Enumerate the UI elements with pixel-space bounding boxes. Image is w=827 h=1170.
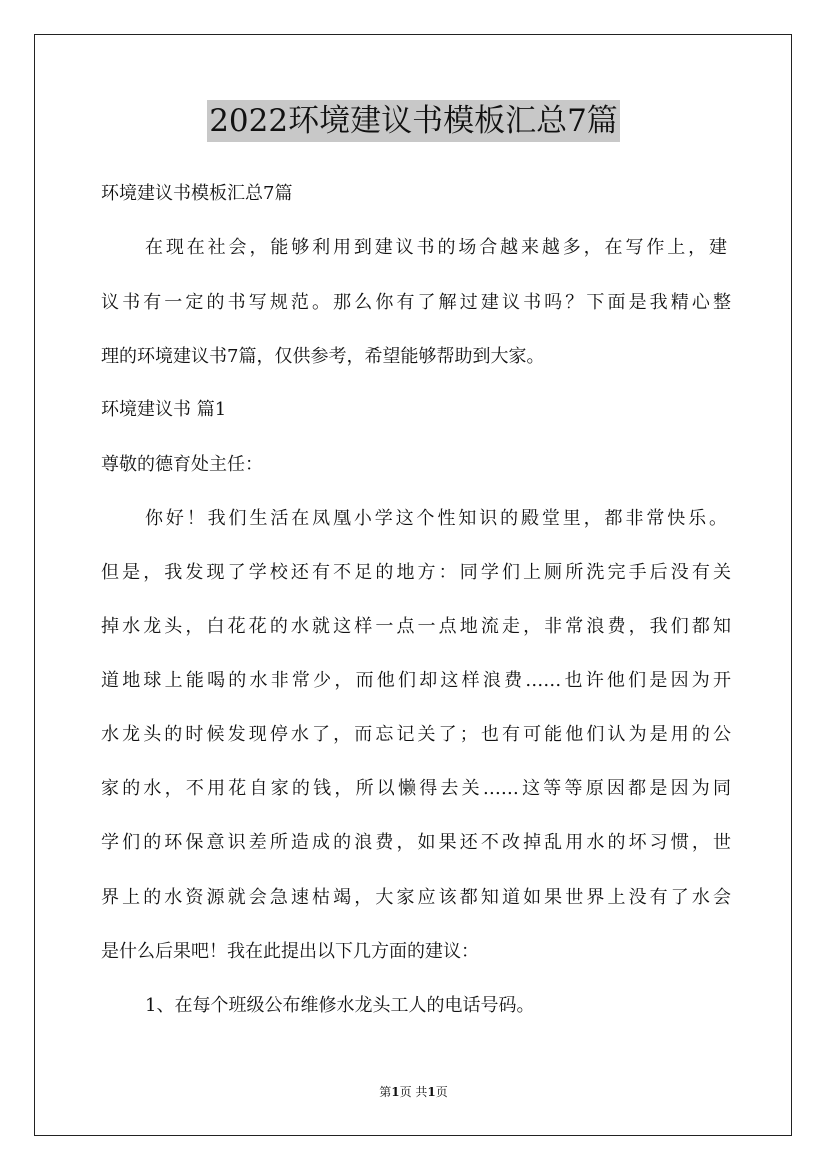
footer-suffix: 页 [435,1085,448,1099]
page-footer [0,1084,827,1100]
list-item: 1、在每个班级公布维修水龙头工人的电话号码。 [145,995,535,1016]
paragraph-line: 是什么后果吧！我在此提出以下几方面的建议： [101,941,479,962]
paragraph-line: 你好！我们生活在凤凰小学这个性知识的殿堂里，都非常快乐。 [145,508,727,529]
paragraph-line: 家的水，不用花自家的钱，所以懒得去关……这等等原因都是因为同 [101,778,731,799]
paragraph-line: 学们的环保意识差所造成的浪费，如果还不改掉乱用水的坏习惯，世 [101,832,731,853]
footer-page-number: 1 [391,1085,400,1099]
paragraph-line: 界上的水资源就会急速枯竭，大家应该都知道如果世界上没有了水会 [101,887,731,908]
subtitle-line: 环境建议书模板汇总7篇 [101,183,293,204]
document-title: 2022环境建议书模板汇总7篇 [207,100,620,142]
paragraph-line: 在现在社会，能够利用到建议书的场合越来越多，在写作上，建 [145,237,727,258]
section-heading: 环境建议书 篇1 [101,399,227,420]
paragraph-line: 掉水龙头，白花花的水就这样一点一点地流走，非常浪费，我们都知 [101,616,731,637]
footer-prefix: 第 [379,1085,392,1099]
paragraph-line: 理的环境建议书7篇，仅供参考，希望能够帮助到大家。 [101,346,545,367]
paragraph-line: 道地球上能喝的水非常少，而他们却这样浪费……也许他们是因为开 [101,670,731,691]
footer-total-pages: 1 [427,1085,436,1099]
paragraph-line: 水龙头的时候发现停水了，而忘记关了；也有可能他们认为是用的公 [101,724,731,745]
paragraph-line: 议书有一定的书写规范。那么你有了解过建议书吗？下面是我精心整 [101,292,731,313]
paragraph-line: 但是，我发现了学校还有不足的地方：同学们上厕所洗完手后没有关 [101,562,731,583]
title-wrap [0,100,827,142]
footer-mid: 页 共 [399,1085,428,1099]
salutation: 尊敬的德育处主任： [101,454,263,475]
